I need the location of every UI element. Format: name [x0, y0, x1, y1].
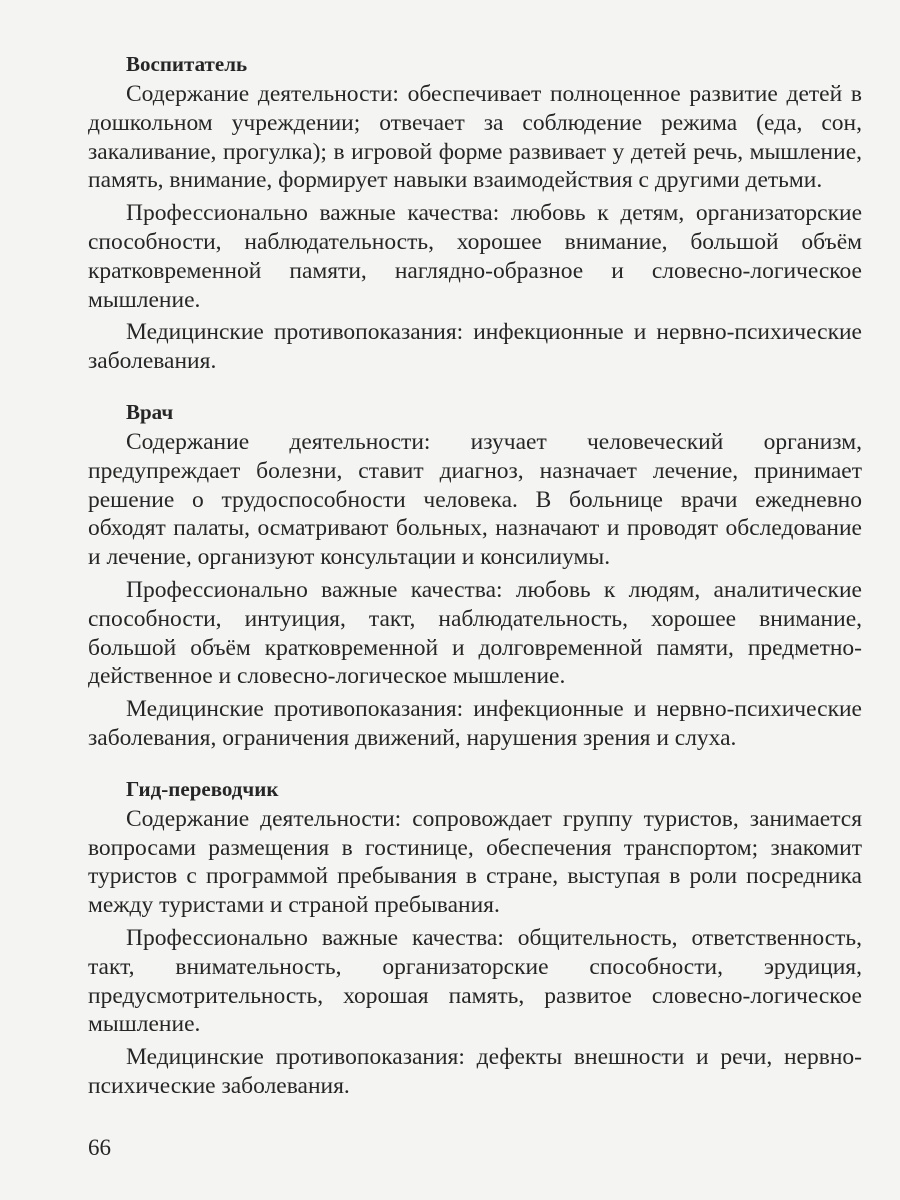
section-heading: Врач: [126, 399, 174, 424]
contraindications-paragraph: Медицинские противопоказания: дефекты внешности и речи, нервно-психические заболевания.: [88, 1044, 862, 1099]
activity-paragraph: Содержание деятельности: изучает человеческий организм, предупреждает болезни, ставит диагноз, назначает лечение, принимает решение о трудоспособности человека. В больнице врачи ежедневно обходят палаты, осматривают больных, назначают и проводят обследование и лечение, организуют консультации и консилиумы.: [88, 428, 862, 571]
activity-paragraph: Содержание деятельности: сопровождает группу туристов, занимается вопросами размещения в гостинице, обеспечения транспортом; знакомит туристов с программой пребывания в стране, выступая в роли посредника между туристами и страной пребывания.: [88, 805, 862, 919]
section-gid-perevodchik: [88, 775, 862, 1101]
section-vrach: [88, 398, 862, 753]
page-number: 66: [88, 1135, 111, 1160]
qualities-paragraph: Профессионально важные качества: любовь к детям, организаторские способности, наблюдательность, хорошее внимание, большой объём кратковременной памяти, наглядно-образное и словесно-логическое мышление.: [88, 200, 862, 313]
activity-paragraph: Содержание деятельности: обеспечивает полноценное развитие детей в дошкольном учреждении; отвечает за соблюдение режима (еда, сон, закаливание, прогулка); в игровой форме развивает у детей речь, мышление, память, внимание, формирует навыки взаимодействия с другими детьми.: [88, 81, 862, 194]
qualities-paragraph: Профессионально важные качества: любовь к людям, аналитические способности, интуиция, такт, наблюдательность, хорошее внимание, большой объём кратковременной и долговременной памяти, предметно-действенное и словесно-логическое мышление.: [88, 576, 862, 690]
section-heading: Воспитатель: [126, 52, 248, 76]
section-vospitatel: [88, 50, 862, 376]
contraindications-paragraph: Медицинские противопоказания: инфекционные и нервно-психические заболевания, ограничения движений, нарушения зрения и слуха.: [88, 696, 862, 751]
contraindications-paragraph: Медицинские противопоказания: инфекционные и нервно-психические заболевания.: [88, 319, 862, 375]
qualities-paragraph: Профессионально важные качества: общительность, ответственность, такт, внимательность, организаторские способности, эрудиция, предусмотрительность, хорошая память, развитое словесно-логическое мышление.: [88, 924, 862, 1038]
page-content: [88, 50, 862, 1123]
section-heading: Гид-переводчик: [126, 776, 279, 801]
